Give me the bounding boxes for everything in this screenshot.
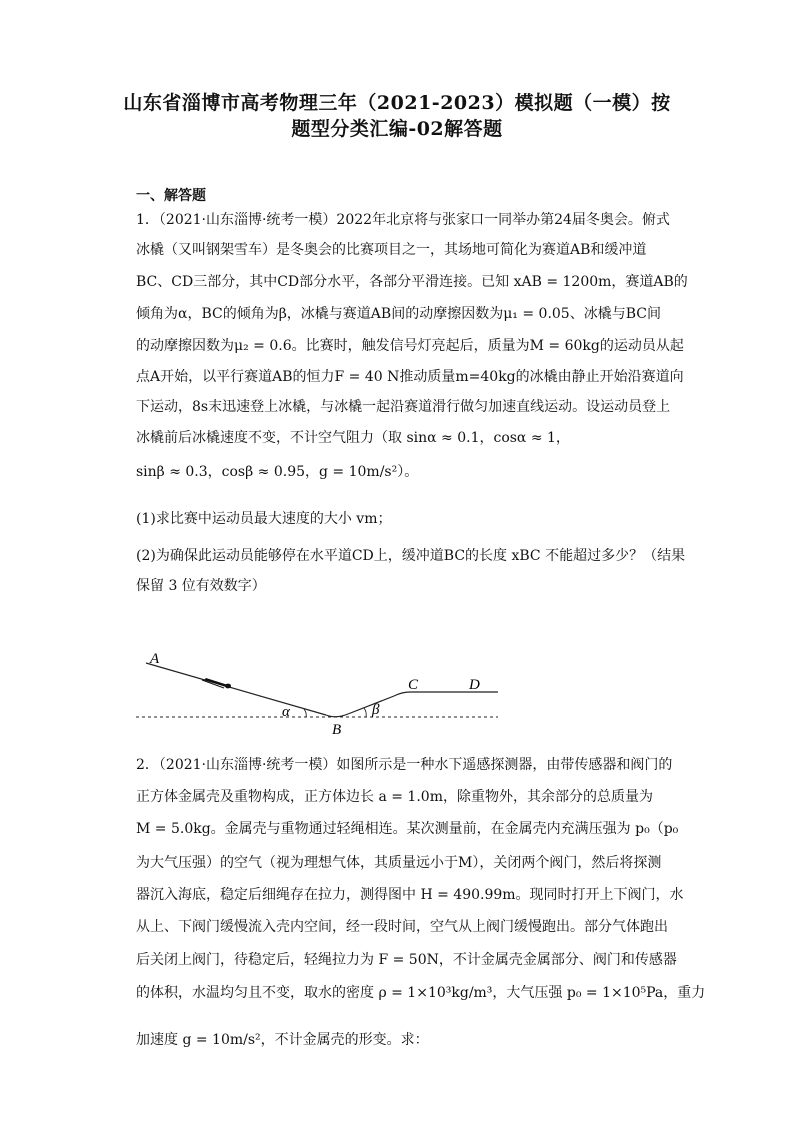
track-diagram	[136, 646, 506, 742]
q1-line: 冰橇前后冰橇速度不变，不计空气阻力（取 sinα ≈ 0.1，cosα ≈ 1，	[136, 430, 570, 446]
q2-line: 2．（2021·山东淄博·统考一模）如图所示是一种水下遥感探测器，由带传感器和阀门的	[136, 757, 673, 773]
q1-line: BC、CD三部分，其中CD部分水平，各部分平滑连接。已知 xAB = 1200m，赛道AB的	[136, 274, 688, 290]
angle-beta-arc	[364, 708, 366, 717]
q2-line: 加速度 g = 10m/s²，不计金属壳的形变。求：	[136, 1032, 429, 1048]
label-b: B	[332, 722, 342, 738]
q1-line: 下运动，8s末迅速登上冰橇，与冰橇一起沿赛道滑行做匀加速直线运动。设运动员登上	[136, 399, 671, 415]
label-d: D	[469, 677, 480, 693]
section-heading: 一、解答题	[136, 188, 206, 204]
q2-line: 正方体金属壳及重物构成，正方体边长 a = 1.0m，除重物外，其余部分的总质量为	[136, 789, 653, 805]
label-a: A	[150, 651, 160, 667]
q2-line: 为大气压强）的空气（视为理想气体，其质量远小于M），关闭两个阀门，然后将探测	[136, 855, 662, 871]
q2-line: 器沉入海底，稳定后细绳存在拉力，测得图中 H = 490.99m。现同时打开上下阀门，水	[136, 887, 684, 903]
track-bottom-curve	[326, 714, 348, 717]
q1-line: 点A开始，以平行赛道AB的恒力F = 40 N推动质量m=40kg的冰橇由静止开始沿赛道向	[136, 369, 684, 385]
q1-subquestion-1: (1)求比赛中运动员最大速度的大小 vm；	[136, 511, 392, 527]
page-title-line-2: 题型分类汇编-02解答题	[291, 118, 503, 140]
q2-line: 的体积，水温均匀且不变，取水的密度 ρ = 1×10³kg/m³，大气压强 p₀ = 1×10⁵Pa，重力	[136, 985, 706, 1001]
q1-line: 的动摩擦因数为μ₂ = 0.6。比赛时，触发信号灯亮起后，质量为M = 60kg的运动员从起	[136, 338, 684, 354]
q2-line: M = 5.0kg。金属壳与重物通过轻绳相连。某次测量前，在金属壳内充满压强为 p₀（p₀	[136, 821, 679, 837]
sled-athlete-icon	[202, 678, 231, 688]
track-ab	[146, 663, 326, 715]
label-c: C	[408, 677, 419, 693]
q2-line: 从上、下阀门缓慢流入壳内空间，经一段时间，空气从上阀门缓慢跑出。部分气体跑出	[136, 919, 668, 935]
q1-line: sinβ ≈ 0.3，cosβ ≈ 0.95，g = 10m/s²）。	[136, 464, 419, 480]
label-beta: β	[372, 702, 380, 718]
q1-subquestion-2-line-2: 保留 3 位有效数字）	[136, 578, 266, 594]
q1-line: 倾角为α，BC的倾角为β，冰橇与赛道AB间的动摩擦因数为μ₁ = 0.05、冰橇与BC间	[136, 306, 661, 322]
q1-subquestion-2-line-1: (2)为确保此运动员能够停在水平道CD上，缓冲道BC的长度 xBC 不能超过多少？（结果	[136, 548, 686, 564]
q1-line: 1．（2021·山东淄博·统考一模）2022年北京将与张家口一同举办第24届冬奥会。俯式	[136, 212, 670, 228]
q1-line: 冰橇（又叫钢架雪车）是冬奥会的比赛项目之一，其场地可简化为赛道AB和缓冲道	[136, 242, 647, 258]
label-alpha: α	[282, 704, 290, 720]
angle-alpha-arc	[304, 709, 306, 717]
q2-line: 后关闭上阀门，待稳定后，轻绳拉力为 F = 50N，不计金属壳金属部分、阀门和传感器	[136, 952, 677, 968]
page-title-line-1: 山东省淄博市高考物理三年（2021-2023）模拟题（一模）按	[123, 92, 671, 114]
